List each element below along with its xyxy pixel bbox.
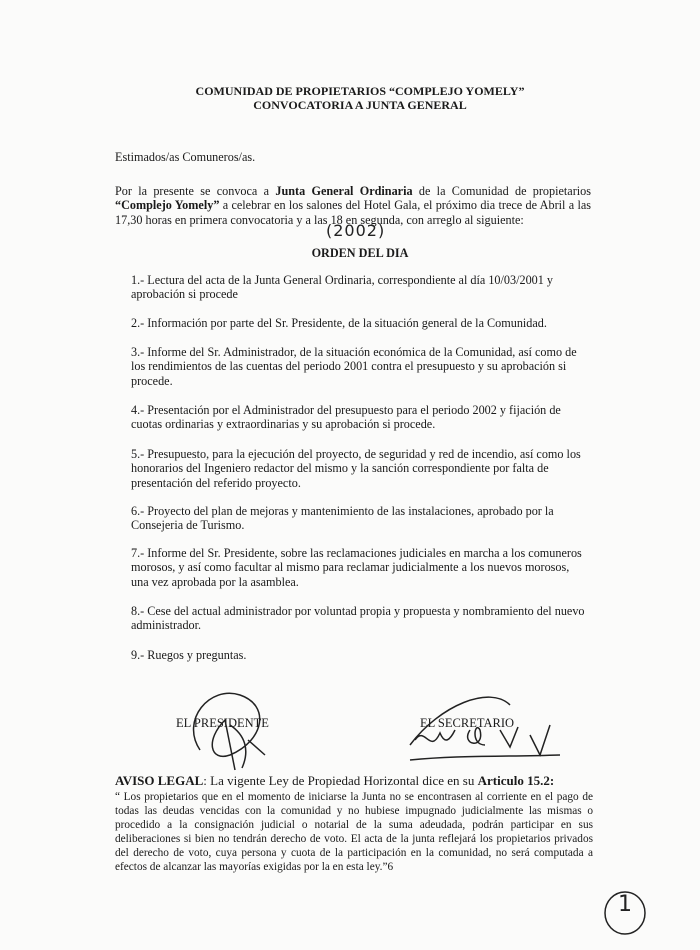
greeting: Estimados/as Comuneros/as. xyxy=(115,150,256,164)
meeting-type: Junta General Ordinaria xyxy=(275,184,413,198)
legal-label: AVISO LEGAL xyxy=(115,773,204,788)
legal-article: Articulo 15.2: xyxy=(477,773,555,788)
agenda-item: 1.- Lectura del acta de la Junta General Ordinaria, correspondiente al día 10/03/2001 y aprobación si procede xyxy=(131,273,553,302)
agenda-item: 3.- Informe del Sr. Administrador, de la situación económica de la Comunidad, así como de los rendimientos de las cuentas del periodo 2001 contra el presupuesto y su aprobación si procede. xyxy=(131,345,577,388)
agenda-item: 6.- Proyecto del plan de mejoras y mantenimiento de las instalaciones, aprobado por la Consejeria de Turismo. xyxy=(131,504,554,533)
handwritten-year-annotation: (2002) xyxy=(326,221,386,240)
agenda-item: 2.- Información por parte del Sr. Presidente, de la situación general de la Comunidad. xyxy=(131,316,547,330)
president-signature xyxy=(170,680,280,780)
handwritten-page-number: 1 xyxy=(618,892,632,917)
agenda-title: ORDEN DEL DIA xyxy=(311,246,409,260)
agenda-item: 7.- Informe del Sr. Presidente, sobre las reclamaciones judiciales en marcha a los comuneros morosos, y así como facultar al mismo para reclamar judicialmente a los nuevos morosos, una vez aprobada por la asamblea. xyxy=(131,546,582,589)
agenda-item: 8.- Cese del actual administrador por voluntad propia y propuesta y nombramiento del nuevo administrador. xyxy=(131,604,585,633)
community-name: “Complejo Yomely” xyxy=(115,198,220,213)
agenda-item: 9.- Ruegos y preguntas. xyxy=(131,648,247,662)
agenda-item: 5.- Presupuesto, para la ejecución del proyecto, de seguridad y red de incendio, así como los honorarios del Ingeniero redactor del mismo y la sanción correspondiente por falta de presentación del referido proyecto. xyxy=(131,447,581,490)
legal-quote: “ Los propietarios que en el momento de iniciarse la Junta no se encontrasen al corriente en el pago de todas las deudas vencidas con la comunidad y no hubiese impugnado judicialmente las mismas o procedido a la consignación judicial o notarial de la suma adeudada, podrán participar en sus deliberaciones si bien no tendrán derecho de voto. El acta de la junta reflejará los propietarios privados del derecho de voto, cuya persona y cuota de la participación en la comunidad, no será computada a efectos de alcanzar las mayorías exigidas por la en esta ley.”6 xyxy=(115,791,593,873)
secretary-signature xyxy=(400,685,570,765)
secretary-label: EL SECRETARIO xyxy=(420,716,515,730)
agenda-item: 4.- Presentación por el Administrador del presupuesto para el periodo 2002 y fijación de cuotas ordinarias y extraordinarias y su aprobación si procede. xyxy=(131,403,561,432)
legal-notice-heading xyxy=(115,774,595,788)
legal-intro: : La vigente Ley de Propiedad Horizontal dice en su xyxy=(203,773,478,788)
document-subtitle: CONVOCATORIA A JUNTA GENERAL xyxy=(253,98,467,112)
intro-text: a celebrar en los salones del Hotel Gala, el próximo dia trece de Abril a las 17,30 horas en primera convocatoria y a las 18 en segunda, con arreglo al siguiente: xyxy=(115,198,591,227)
document-title: COMUNIDAD DE PROPIETARIOS “COMPLEJO YOMELY” xyxy=(195,84,525,98)
president-label: EL PRESIDENTE xyxy=(176,716,269,730)
intro-text: de la Comunidad de propietarios xyxy=(412,184,591,198)
intro-text: Por la presente se convoca a xyxy=(115,184,276,198)
